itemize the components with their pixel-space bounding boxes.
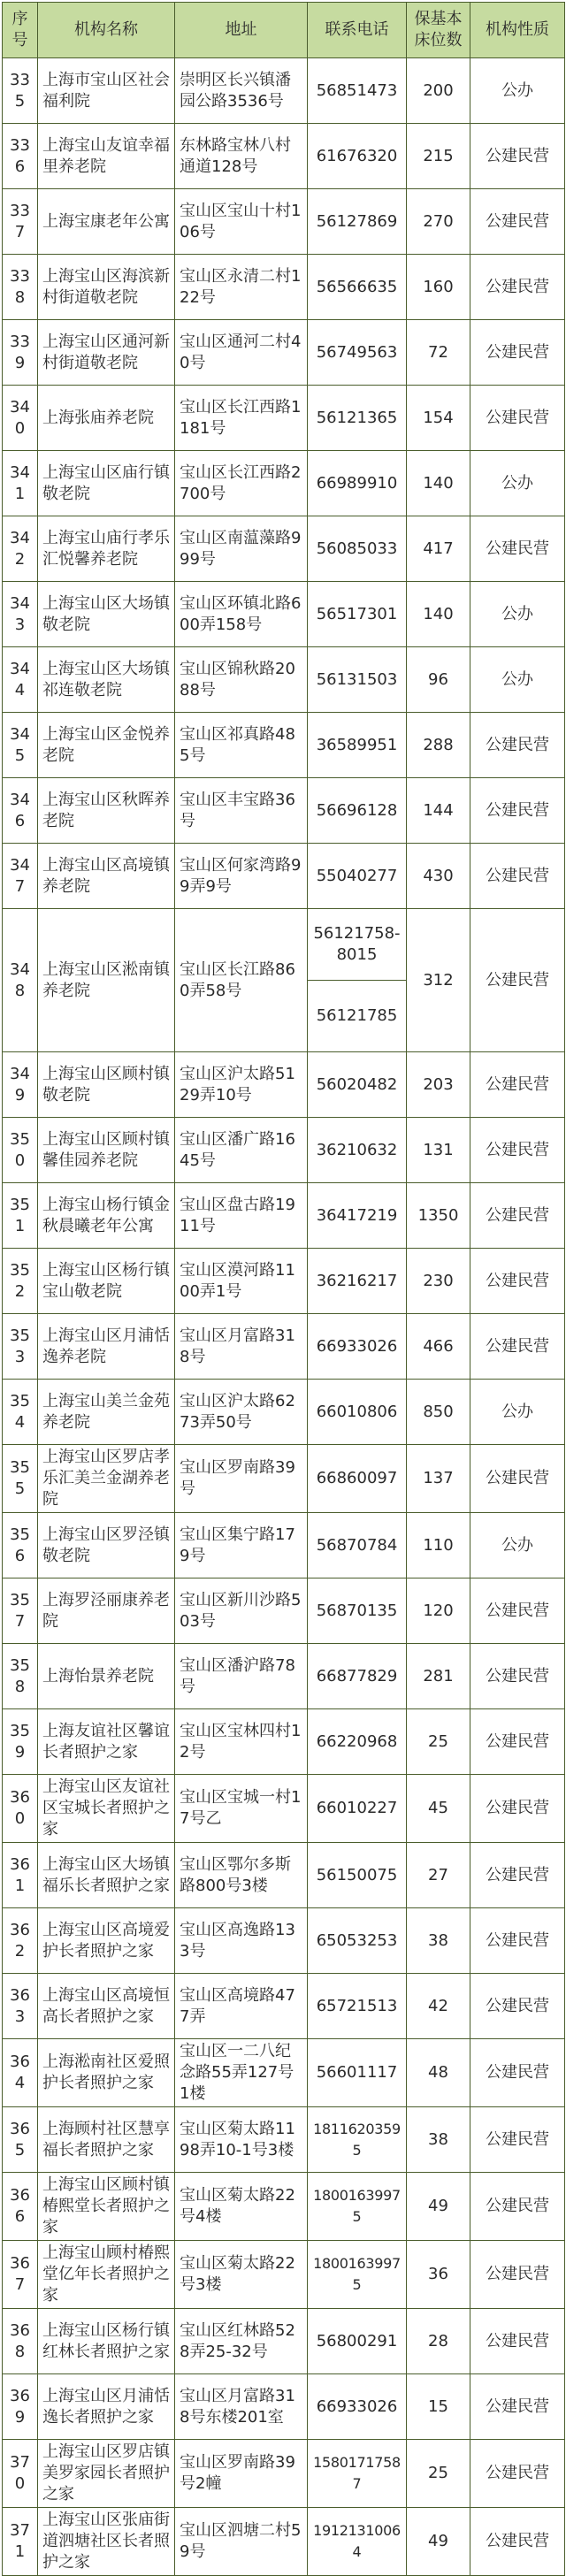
row-type: 公建民营 xyxy=(470,1445,565,1513)
row-name: 上海宝山友谊幸福里养老院 xyxy=(38,124,175,189)
row-phone: 56696128 xyxy=(308,778,407,844)
row-phone: 56517301 xyxy=(308,582,407,647)
row-type: 公建民营 xyxy=(470,2374,565,2440)
row-phone: 56870135 xyxy=(308,1578,407,1644)
row-address: 宝山区环镇北路600弄158号 xyxy=(175,582,308,647)
row-name: 上海宝山区顾村镇椿熙堂长者照护之家 xyxy=(38,2173,175,2241)
row-phone: 56749563 xyxy=(308,320,407,386)
row-beds: 25 xyxy=(407,1709,470,1775)
row-beds: 312 xyxy=(407,909,470,1052)
row-phone-secondary: 56121785 xyxy=(308,981,407,1052)
row-name: 上海宝山区海滨新村街道敬老院 xyxy=(38,255,175,320)
row-name: 上海宝山区淞南镇养老院 xyxy=(38,909,175,1052)
row-type: 公建民营 xyxy=(470,1052,565,1118)
row-beds: 1350 xyxy=(407,1183,470,1249)
row-id: 365 xyxy=(3,2107,38,2173)
row-address: 宝山区宝山十村106号 xyxy=(175,189,308,255)
table-row xyxy=(3,1644,565,1709)
row-id: 353 xyxy=(3,1314,38,1380)
row-id: 338 xyxy=(3,255,38,320)
row-id: 370 xyxy=(3,2440,38,2508)
row-beds: 28 xyxy=(407,2309,470,2374)
row-beds: 154 xyxy=(407,386,470,451)
row-id: 356 xyxy=(3,1513,38,1578)
row-id: 348 xyxy=(3,909,38,1052)
row-phone: 66877829 xyxy=(308,1644,407,1709)
row-id: 346 xyxy=(3,778,38,844)
header-id: 序号 xyxy=(3,3,38,58)
row-name: 上海宝山区秋晖养老院 xyxy=(38,778,175,844)
row-phone: 18001639975 xyxy=(308,2241,407,2309)
row-id: 336 xyxy=(3,124,38,189)
row-phone: 56150075 xyxy=(308,1843,407,1908)
row-beds: 96 xyxy=(407,647,470,713)
row-phone: 66933026 xyxy=(308,1314,407,1380)
table-row xyxy=(3,2241,565,2309)
table-body xyxy=(3,58,565,2576)
row-name: 上海宝山庙行孝乐汇悦馨养老院 xyxy=(38,516,175,582)
table-row xyxy=(3,1249,565,1314)
row-id: 363 xyxy=(3,1974,38,2039)
row-address: 宝山区菊太路22号4楼 xyxy=(175,2173,308,2241)
table-row xyxy=(3,386,565,451)
row-type: 公建民营 xyxy=(470,1775,565,1843)
header-row xyxy=(3,3,565,58)
table-row xyxy=(3,2309,565,2374)
table-row xyxy=(3,1843,565,1908)
row-phone: 56131503 xyxy=(308,647,407,713)
row-id: 343 xyxy=(3,582,38,647)
header-phone: 联系电话 xyxy=(308,3,407,58)
row-name: 上海宝山区金悦养老院 xyxy=(38,713,175,778)
row-id: 342 xyxy=(3,516,38,582)
row-beds: 49 xyxy=(407,2508,470,2576)
header-name: 机构名称 xyxy=(38,3,175,58)
row-phone: 56121758-8015 xyxy=(308,909,407,981)
table-row xyxy=(3,58,565,124)
row-phone: 15801717587 xyxy=(308,2440,407,2508)
row-phone: 66010227 xyxy=(308,1775,407,1843)
row-name: 上海宝山区庙行镇敬老院 xyxy=(38,451,175,516)
table-row xyxy=(3,1052,565,1118)
table-row xyxy=(3,1380,565,1445)
table-row xyxy=(3,124,565,189)
row-type: 公建民营 xyxy=(470,2309,565,2374)
table-row xyxy=(3,1974,565,2039)
row-address: 宝山区祁真路485号 xyxy=(175,713,308,778)
row-beds: 45 xyxy=(407,1775,470,1843)
row-phone: 36417219 xyxy=(308,1183,407,1249)
table-row xyxy=(3,582,565,647)
row-address: 宝山区长江路860弄58号 xyxy=(175,909,308,1052)
row-id: 359 xyxy=(3,1709,38,1775)
row-id: 347 xyxy=(3,844,38,909)
row-type: 公办 xyxy=(470,1513,565,1578)
row-name: 上海宝山顾村椿熙堂亿年长者照护之家 xyxy=(38,2241,175,2309)
row-address: 宝山区沪太路6273弄50号 xyxy=(175,1380,308,1445)
row-phone: 65053253 xyxy=(308,1908,407,1974)
row-type: 公建民营 xyxy=(470,844,565,909)
row-phone: 19121310064 xyxy=(308,2508,407,2576)
row-type: 公建民营 xyxy=(470,1908,565,1974)
row-phone: 56800291 xyxy=(308,2309,407,2374)
row-address: 宝山区罗南路39号 xyxy=(175,1445,308,1513)
table-row xyxy=(3,1118,565,1183)
row-beds: 131 xyxy=(407,1118,470,1183)
row-address: 宝山区盘古路1911号 xyxy=(175,1183,308,1249)
row-beds: 25 xyxy=(407,2440,470,2508)
row-beds: 49 xyxy=(407,2173,470,2241)
row-beds: 281 xyxy=(407,1644,470,1709)
row-id: 339 xyxy=(3,320,38,386)
row-phone: 56085033 xyxy=(308,516,407,582)
table-row xyxy=(3,516,565,582)
table-row xyxy=(3,1908,565,1974)
row-phone: 66933026 xyxy=(308,2374,407,2440)
row-type: 公建民营 xyxy=(470,2173,565,2241)
row-type: 公建民营 xyxy=(470,909,565,1052)
row-beds: 200 xyxy=(407,58,470,124)
row-id: 366 xyxy=(3,2173,38,2241)
row-beds: 36 xyxy=(407,2241,470,2309)
row-phone: 56127869 xyxy=(308,189,407,255)
row-phone: 66010806 xyxy=(308,1380,407,1445)
row-type: 公建民营 xyxy=(470,1578,565,1644)
row-address: 宝山区红林路528弄25-32号 xyxy=(175,2309,308,2374)
row-phone: 36589951 xyxy=(308,713,407,778)
row-name: 上海宝康老年公寓 xyxy=(38,189,175,255)
row-phone: 66220968 xyxy=(308,1709,407,1775)
row-address: 宝山区新川沙路503号 xyxy=(175,1578,308,1644)
row-beds: 120 xyxy=(407,1578,470,1644)
row-name: 上海宝山区通河新村街道敬老院 xyxy=(38,320,175,386)
row-id: 367 xyxy=(3,2241,38,2309)
row-beds: 430 xyxy=(407,844,470,909)
row-phone: 66989910 xyxy=(308,451,407,516)
row-id: 350 xyxy=(3,1118,38,1183)
row-type: 公建民营 xyxy=(470,713,565,778)
row-name: 上海宝山区杨行镇宝山敬老院 xyxy=(38,1249,175,1314)
table-row xyxy=(3,1445,565,1513)
row-id: 371 xyxy=(3,2508,38,2576)
table-row xyxy=(3,320,565,386)
row-address: 宝山区丰宝路36号 xyxy=(175,778,308,844)
row-beds: 417 xyxy=(407,516,470,582)
row-id: 337 xyxy=(3,189,38,255)
table-row xyxy=(3,2107,565,2173)
row-name: 上海宝山区大场镇敬老院 xyxy=(38,582,175,647)
row-id: 361 xyxy=(3,1843,38,1908)
row-phone: 65721513 xyxy=(308,1974,407,2039)
row-beds: 230 xyxy=(407,1249,470,1314)
row-phone: 56121365 xyxy=(308,386,407,451)
row-id: 349 xyxy=(3,1052,38,1118)
row-type: 公建民营 xyxy=(470,2440,565,2508)
row-name: 上海淞南社区爱照护长者照护之家 xyxy=(38,2039,175,2107)
row-beds: 27 xyxy=(407,1843,470,1908)
row-address: 东林路宝林八村通道128号 xyxy=(175,124,308,189)
row-type: 公建民营 xyxy=(470,2241,565,2309)
row-phone: 56566635 xyxy=(308,255,407,320)
row-name: 上海宝山区月浦恬逸长者照护之家 xyxy=(38,2374,175,2440)
row-address: 宝山区南蕰藻路999号 xyxy=(175,516,308,582)
row-beds: 110 xyxy=(407,1513,470,1578)
table-row xyxy=(3,2508,565,2576)
table-row xyxy=(3,1775,565,1843)
row-phone: 36216217 xyxy=(308,1249,407,1314)
row-beds: 15 xyxy=(407,2374,470,2440)
row-type: 公办 xyxy=(470,647,565,713)
row-name: 上海张庙养老院 xyxy=(38,386,175,451)
row-type: 公办 xyxy=(470,1380,565,1445)
row-address: 宝山区菊太路22号3楼 xyxy=(175,2241,308,2309)
row-address: 宝山区月富路318号东楼201室 xyxy=(175,2374,308,2440)
table-row xyxy=(3,1513,565,1578)
row-name: 上海宝山区高境镇养老院 xyxy=(38,844,175,909)
row-beds: 850 xyxy=(407,1380,470,1445)
table-row xyxy=(3,844,565,909)
row-beds: 38 xyxy=(407,2107,470,2173)
header-type: 机构性质 xyxy=(470,3,565,58)
row-address: 宝山区集宁路179号 xyxy=(175,1513,308,1578)
row-type: 公办 xyxy=(470,451,565,516)
row-name: 上海宝山区罗泾镇敬老院 xyxy=(38,1513,175,1578)
row-address: 宝山区宝城一村17号乙 xyxy=(175,1775,308,1843)
row-name: 上海宝山区罗店孝乐汇美兰金湖养老院 xyxy=(38,1445,175,1513)
row-address: 宝山区沪太路5129弄10号 xyxy=(175,1052,308,1118)
row-type: 公建民营 xyxy=(470,189,565,255)
table-row xyxy=(3,647,565,713)
row-id: 360 xyxy=(3,1775,38,1843)
row-address: 宝山区菊太路1198弄10-1号3楼 xyxy=(175,2107,308,2173)
row-type: 公办 xyxy=(470,58,565,124)
row-name: 上海宝山区罗店镇美罗家园长者照护之家 xyxy=(38,2440,175,2508)
row-phone: 56020482 xyxy=(308,1052,407,1118)
row-id: 357 xyxy=(3,1578,38,1644)
row-id: 369 xyxy=(3,2374,38,2440)
row-id: 364 xyxy=(3,2039,38,2107)
row-phone: 61676320 xyxy=(308,124,407,189)
row-type: 公建民营 xyxy=(470,124,565,189)
row-beds: 288 xyxy=(407,713,470,778)
row-type: 公建民营 xyxy=(470,1974,565,2039)
row-beds: 466 xyxy=(407,1314,470,1380)
row-address: 宝山区长江西路1181号 xyxy=(175,386,308,451)
row-address: 宝山区高境路477弄 xyxy=(175,1974,308,2039)
row-phone: 55040277 xyxy=(308,844,407,909)
row-address: 宝山区潘沪路78号 xyxy=(175,1644,308,1709)
table-row xyxy=(3,2173,565,2241)
row-beds: 42 xyxy=(407,1974,470,2039)
row-name: 上海宝山区大场镇祁连敬老院 xyxy=(38,647,175,713)
row-id: 351 xyxy=(3,1183,38,1249)
row-phone: 18001639975 xyxy=(308,2173,407,2241)
row-id: 354 xyxy=(3,1380,38,1445)
row-type: 公建民营 xyxy=(470,2107,565,2173)
row-type: 公建民营 xyxy=(470,2039,565,2107)
row-type: 公办 xyxy=(470,582,565,647)
row-id: 340 xyxy=(3,386,38,451)
row-id: 344 xyxy=(3,647,38,713)
row-name: 上海宝山区大场镇福乐长者照护之家 xyxy=(38,1843,175,1908)
row-type: 公建民营 xyxy=(470,1314,565,1380)
table-row xyxy=(3,2039,565,2107)
row-address: 宝山区漠河路1100弄1号 xyxy=(175,1249,308,1314)
row-address: 宝山区永清二村122号 xyxy=(175,255,308,320)
row-address: 宝山区泗塘二村59号 xyxy=(175,2508,308,2576)
table-row xyxy=(3,1578,565,1644)
row-address: 宝山区通河二村40号 xyxy=(175,320,308,386)
row-name: 上海宝山区友谊社区宝城长者照护之家 xyxy=(38,1775,175,1843)
row-name: 上海宝山区顾村镇馨佳园养老院 xyxy=(38,1118,175,1183)
row-phone: 56851473 xyxy=(308,58,407,124)
row-type: 公建民营 xyxy=(470,516,565,582)
row-beds: 137 xyxy=(407,1445,470,1513)
row-type: 公建民营 xyxy=(470,1249,565,1314)
row-phone: 36210632 xyxy=(308,1118,407,1183)
table-row xyxy=(3,189,565,255)
row-beds: 72 xyxy=(407,320,470,386)
row-beds: 215 xyxy=(407,124,470,189)
row-id: 368 xyxy=(3,2309,38,2374)
row-address: 宝山区何家湾路99弄9号 xyxy=(175,844,308,909)
table-row xyxy=(3,909,565,981)
table-row xyxy=(3,451,565,516)
row-name: 上海友谊社区馨谊长者照护之家 xyxy=(38,1709,175,1775)
row-name: 上海宝山区杨行镇红林长者照护之家 xyxy=(38,2309,175,2374)
row-id: 352 xyxy=(3,1249,38,1314)
institution-table xyxy=(2,2,565,2576)
row-beds: 140 xyxy=(407,451,470,516)
row-beds: 140 xyxy=(407,582,470,647)
row-type: 公建民营 xyxy=(470,1118,565,1183)
row-type: 公建民营 xyxy=(470,2508,565,2576)
row-beds: 270 xyxy=(407,189,470,255)
table-row xyxy=(3,1314,565,1380)
row-name: 上海宝山区张庙街道泗塘社区长者照护之家 xyxy=(38,2508,175,2576)
row-name: 上海宝山区高境恒高长者照护之家 xyxy=(38,1974,175,2039)
row-name: 上海市宝山区社会福利院 xyxy=(38,58,175,124)
row-phone: 66860097 xyxy=(308,1445,407,1513)
row-phone: 56601117 xyxy=(308,2039,407,2107)
table-row xyxy=(3,1183,565,1249)
row-id: 358 xyxy=(3,1644,38,1709)
row-address: 宝山区长江西路2700号 xyxy=(175,451,308,516)
row-name: 上海怡景养老院 xyxy=(38,1644,175,1709)
row-phone: 18116203595 xyxy=(308,2107,407,2173)
row-address: 宝山区宝林四村12号 xyxy=(175,1709,308,1775)
row-address: 宝山区锦秋路2088号 xyxy=(175,647,308,713)
row-beds: 38 xyxy=(407,1908,470,1974)
table-row xyxy=(3,2374,565,2440)
table-row xyxy=(3,1709,565,1775)
row-type: 公建民营 xyxy=(470,320,565,386)
table-row xyxy=(3,2440,565,2508)
row-type: 公建民营 xyxy=(470,1843,565,1908)
row-type: 公建民营 xyxy=(470,1183,565,1249)
row-address: 宝山区鄂尔多斯路800号3楼 xyxy=(175,1843,308,1908)
table-row xyxy=(3,713,565,778)
row-type: 公建民营 xyxy=(470,778,565,844)
table-row xyxy=(3,255,565,320)
row-type: 公建民营 xyxy=(470,255,565,320)
row-address: 崇明区长兴镇潘园公路3536号 xyxy=(175,58,308,124)
row-address: 宝山区罗南路39号2幢 xyxy=(175,2440,308,2508)
row-beds: 160 xyxy=(407,255,470,320)
row-type: 公建民营 xyxy=(470,1644,565,1709)
row-beds: 144 xyxy=(407,778,470,844)
row-id: 362 xyxy=(3,1908,38,1974)
row-address: 宝山区高逸路133号 xyxy=(175,1908,308,1974)
row-name: 上海宝山区顾村镇敬老院 xyxy=(38,1052,175,1118)
row-id: 345 xyxy=(3,713,38,778)
row-address: 宝山区月富路318号 xyxy=(175,1314,308,1380)
row-beds: 48 xyxy=(407,2039,470,2107)
row-name: 上海宝山区高境爱护长者照护之家 xyxy=(38,1908,175,1974)
header-address: 地址 xyxy=(175,3,308,58)
table-row xyxy=(3,778,565,844)
row-address: 宝山区一二八纪念路55弄127号1楼 xyxy=(175,2039,308,2107)
row-beds: 203 xyxy=(407,1052,470,1118)
row-type: 公建民营 xyxy=(470,386,565,451)
row-id: 335 xyxy=(3,58,38,124)
row-address: 宝山区潘广路1645号 xyxy=(175,1118,308,1183)
row-name: 上海罗泾丽康养老院 xyxy=(38,1578,175,1644)
row-name: 上海宝山美兰金苑养老院 xyxy=(38,1380,175,1445)
header-beds: 保基本床位数 xyxy=(407,3,470,58)
row-id: 355 xyxy=(3,1445,38,1513)
row-type: 公建民营 xyxy=(470,1709,565,1775)
row-id: 341 xyxy=(3,451,38,516)
row-name: 上海宝山区月浦恬逸养老院 xyxy=(38,1314,175,1380)
row-name: 上海宝山杨行镇金秋晨曦老年公寓 xyxy=(38,1183,175,1249)
row-name: 上海顾村社区慧享福长者照护之家 xyxy=(38,2107,175,2173)
row-phone: 56870784 xyxy=(308,1513,407,1578)
